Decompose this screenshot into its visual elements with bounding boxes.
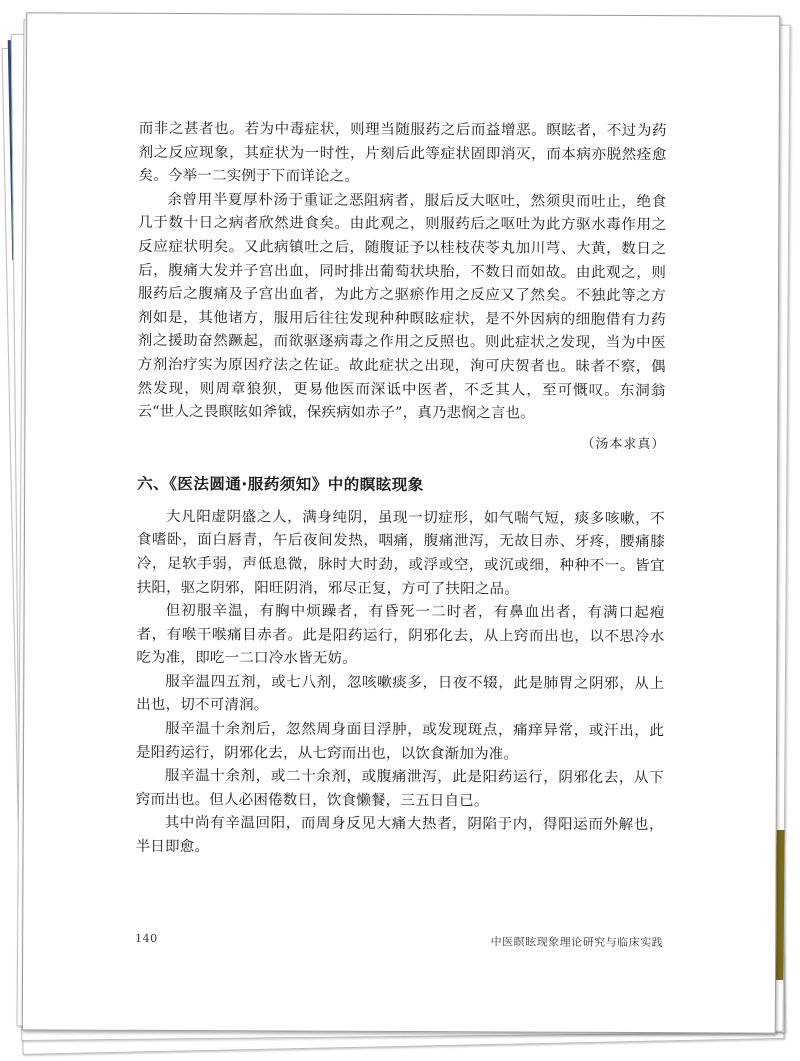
paragraph: 其中尚有辛温回阳，而周身反见大痛大热者，阴陷于内，得阳运而外解也，半日即愈。 — [135, 815, 664, 856]
paragraph: 余曾用半夏厚朴汤于重证之恶阻病者，服后反大呕吐，然须臾而吐止，绝食几于数十日之病者欣然进食矣。由此观之，则服药后之呕吐为此方驱水毒作用之反应症状明矣。又此病镇吐之后，随腹证予以桂枝茯苓丸加川芎、大黄，数日之后，腹痛大发并子宫出血，同时排出葡萄状块胎，不数日而如故。由此观之，则服药后之腹痛及子宫出血者，为此方之驱瘀作用之反应又了然矣。不独此等之方剂如是，其他诸方，服用后往往发现种种瞑眩症状，是不外因病的细胞借有力药剂之援助奋然蹶起，而欲驱逐病毒之作用之反照也。则此症状之发现，当为中医方剂治疗实为原因疗法之佐证。故此症状之出现，洵可庆贺者也。昧者不察，偶然发现，则周章狼狈，更易他医而深诋中医者，不乏其人，至可慨叹。东洞翁云“世人之畏瞑眩如斧钺，保疾病如赤子”，真乃悲悯之言也。 — [137, 191, 667, 422]
paragraph: 而非之甚者也。若为中毒症状，则理当随服药之后而益增恶。瞑眩者，不过为药剂之反应现象，其症状为一时性，片刻后此等症状固即消灭，而本病亦脱然痊愈矣。今举一二实例于下而详论之。 — [138, 120, 667, 186]
cover-edge-gold — [775, 830, 784, 980]
attribution: （汤本求真） — [581, 436, 666, 452]
paragraph: 服辛温四五剂，或七八剂，忽咳嗽痰多，日夜不辍，此是肺胃之阴邪，从上出也，切不可清润。 — [136, 673, 665, 714]
section-heading: 六、《医法圆通·服药须知》中的瞑眩现象 — [137, 474, 424, 494]
paragraph: 大凡阳虚阴盛之人，满身纯阴，虽现一切症形，如气喘气短，痰多咳嗽，不食嗜卧，面白唇青，午后夜间发热，咽痛，腹痛泄泻，无故目赤、牙疼，腰痛膝冷，足软手弱，声低息微，脉时大时劲，或浮或空，或沉或细，种种不一。皆宜扶阳，驱之阴邪，阳旺阴消，邪尽正复，方可了扶阳之品。 — [136, 508, 666, 598]
paragraph: 但初服辛温，有胸中烦躁者，有昏死一二时者，有鼻血出者，有满口起疱者，有喉干喉痛目赤者。此是阳药运行，阴邪化去，从上窍而出也，以不思冷水吃为准，即吃一二口冷水皆无妨。 — [136, 603, 665, 668]
page-number: 140 — [135, 931, 158, 945]
running-title: 中医瞑眩现象理论研究与临床实践 — [490, 935, 664, 950]
paragraph: 服辛温十余剂，或二十余剂，或腹痛泄泻，此是阳药运行，阴邪化去，从下窍而出也。但人必困倦数日，饮食懒餐，三五日自已。 — [135, 768, 664, 810]
page-footer — [135, 932, 663, 950]
book-page — [22, 12, 780, 1033]
page-content — [136, 118, 667, 862]
paragraph: 服辛温十余剂后，忽然周身面目浮肿，或发现斑点，痛痒异常，或汗出，此是阳药运行，阴邪化去，从七窍而出也，以饮食渐加为准。 — [135, 721, 665, 763]
